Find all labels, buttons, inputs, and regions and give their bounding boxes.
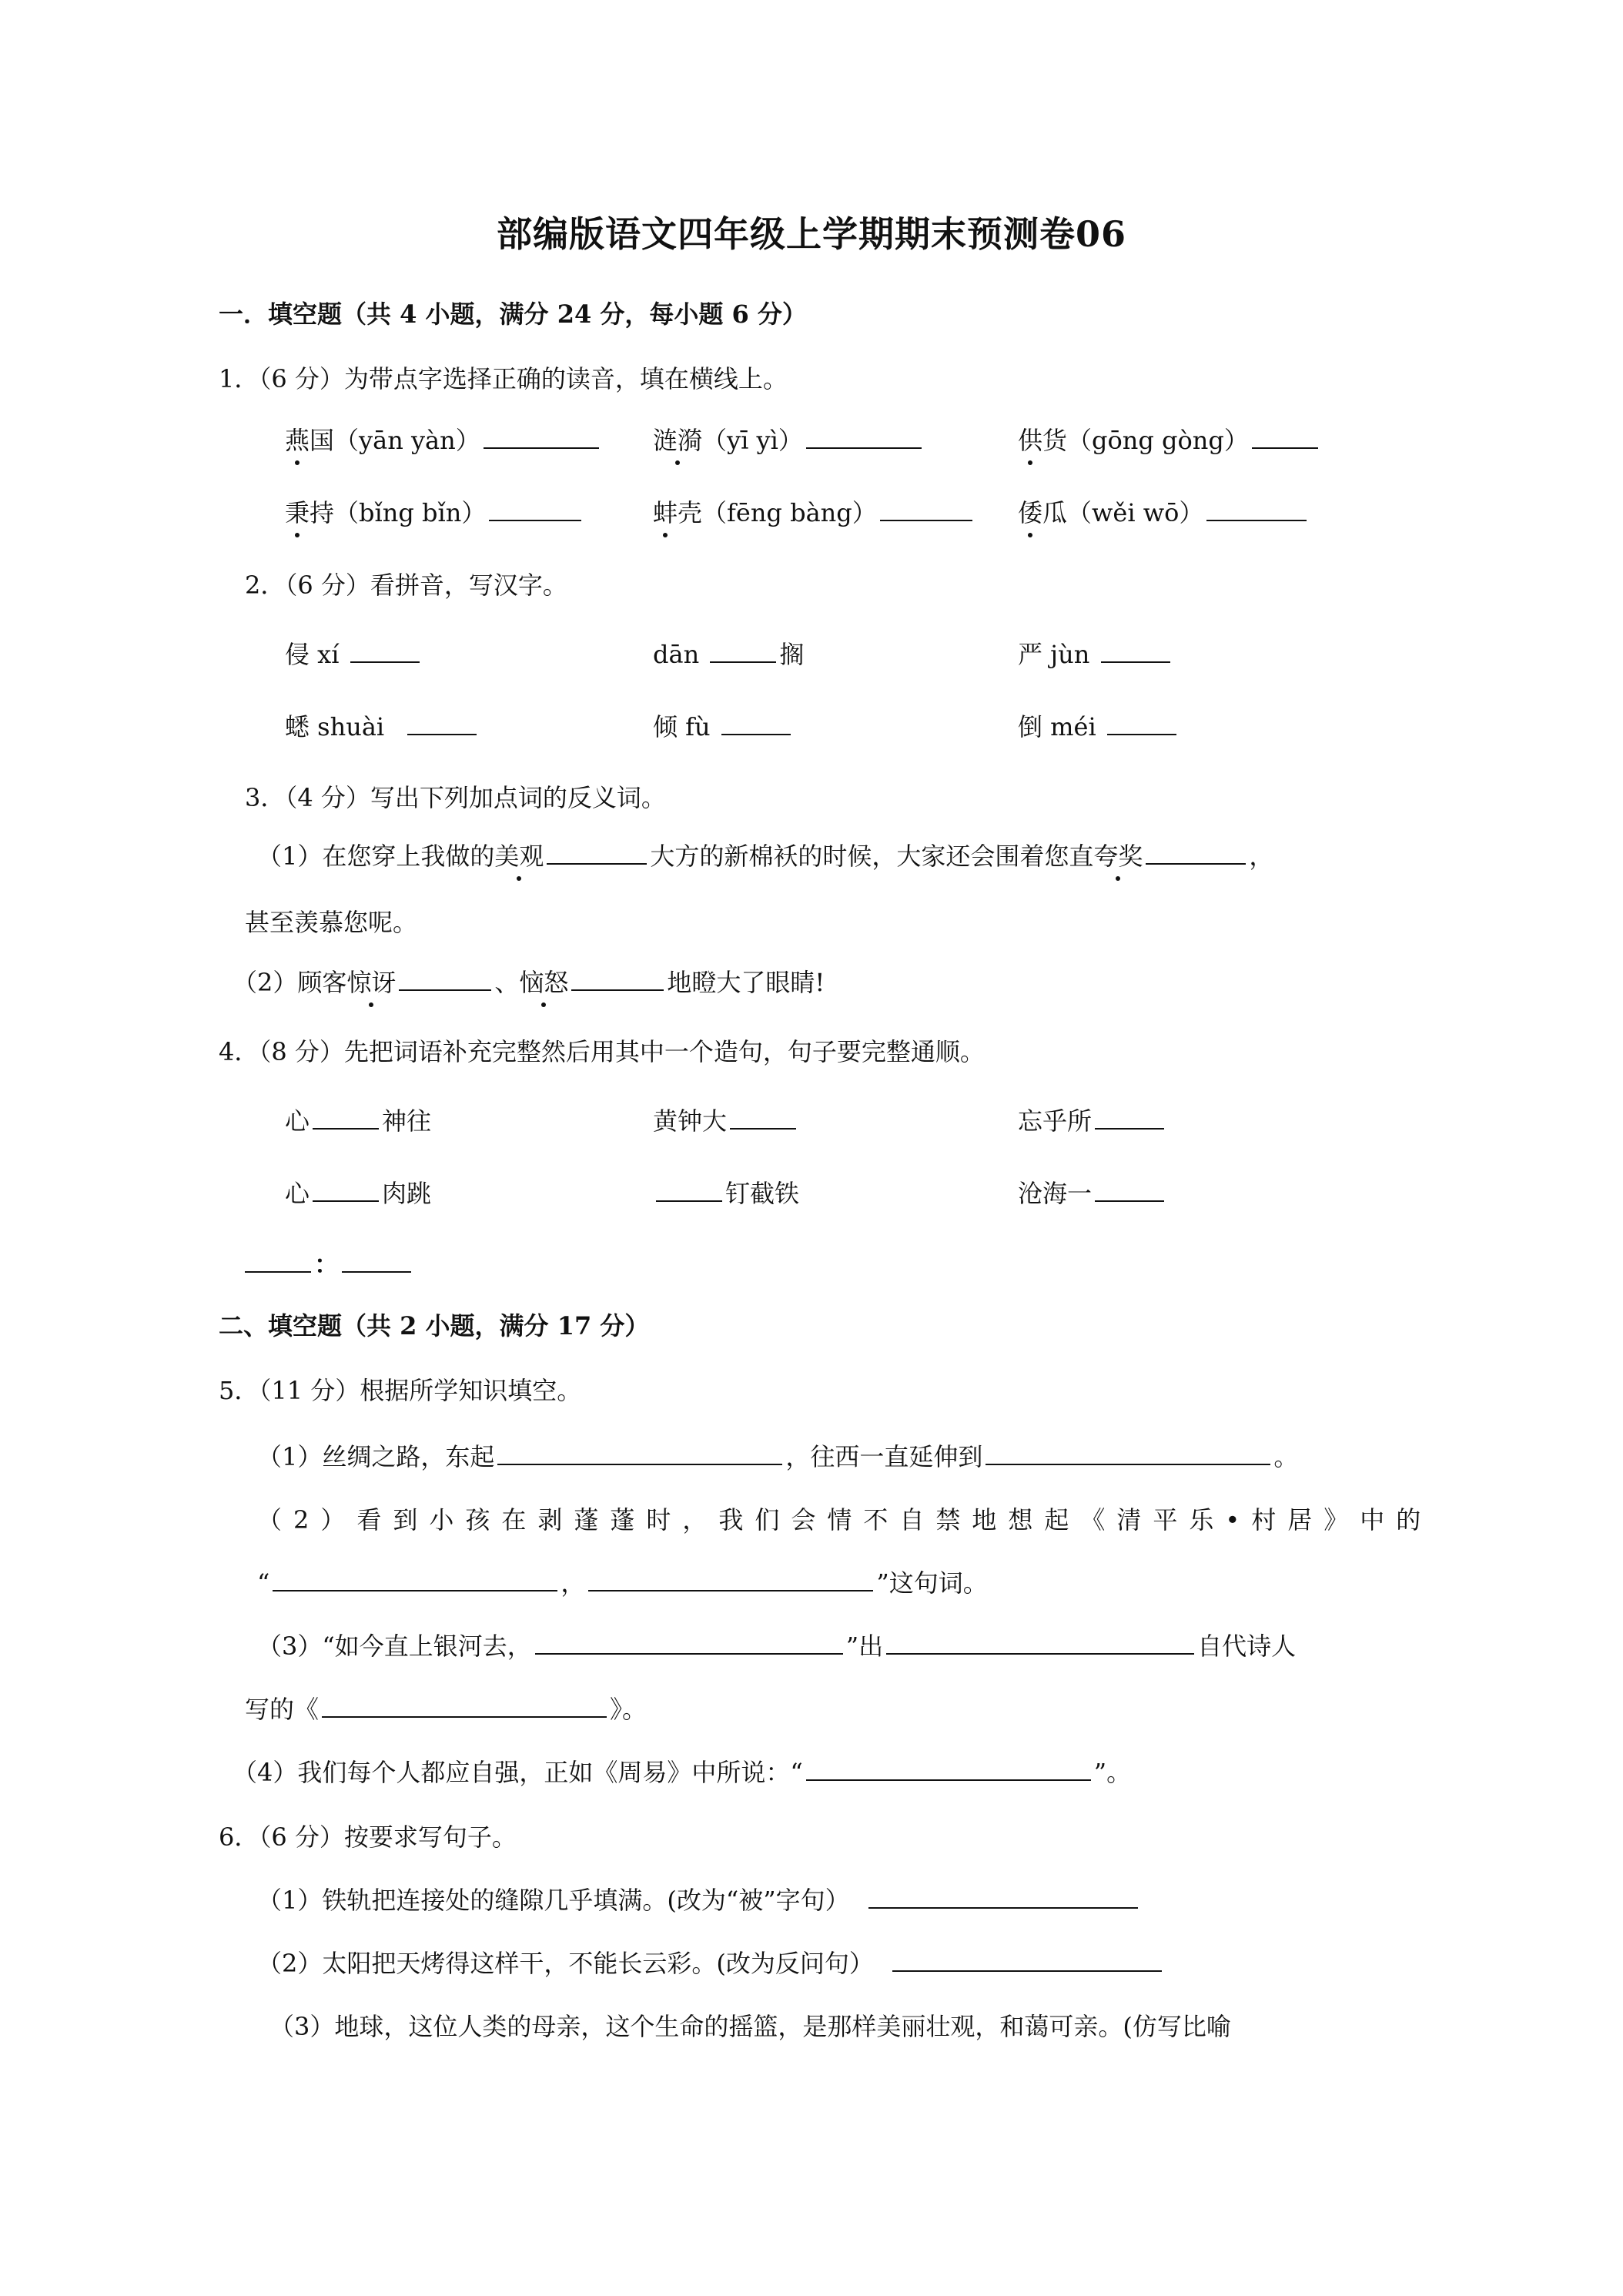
q1-item-3 xyxy=(1018,423,1321,457)
q1-item-3-pinyin: （gōng gòng） xyxy=(1067,426,1249,455)
answer-blank[interactable] xyxy=(273,1567,557,1591)
q5-p3-text-a: （3）“如今直上银河去， xyxy=(257,1632,532,1661)
q5-part2: （2）看到小孩在剥蓬蓬时，我们会情不自禁地想起《清平乐•村居》中的 xyxy=(257,1505,1433,1535)
q4-idiom-4-b: 肉跳 xyxy=(382,1179,432,1208)
q3-dotted-word-4: 恼怒 xyxy=(519,966,568,999)
q1-item-6-dotted: 倭 xyxy=(1018,496,1042,530)
answer-blank[interactable] xyxy=(313,1105,379,1130)
q1-item-1-dotted: 燕 xyxy=(285,423,310,457)
answer-blank[interactable] xyxy=(489,497,581,521)
q1-item-6-rest: 瓜 xyxy=(1042,498,1068,527)
answer-blank[interactable] xyxy=(892,1947,1162,1972)
answer-blank[interactable] xyxy=(313,1177,379,1202)
answer-blank[interactable] xyxy=(1252,424,1318,449)
q1-item-5-rest: 壳 xyxy=(678,498,703,527)
q2-item-3-label: 严 jùn xyxy=(1018,640,1090,669)
q5-part3-cont xyxy=(245,1692,647,1726)
q1-item-2-pinyin: （yī yì） xyxy=(702,426,803,455)
q2-item-5 xyxy=(653,710,794,744)
q2-item-6 xyxy=(1018,710,1180,744)
q2-stem: 2．（6 分）看拼音，写汉字。 xyxy=(245,571,567,600)
q4-idiom-4 xyxy=(285,1176,431,1210)
q5-p4-text-b: ”。 xyxy=(1093,1758,1132,1787)
q5-p3-text-b: ”出 xyxy=(845,1632,884,1661)
q1-item-6 xyxy=(1018,496,1310,530)
q1-item-6-pinyin: （wěi wō） xyxy=(1067,498,1204,527)
q1-item-4-rest: 持 xyxy=(310,498,335,527)
q4-colon: ： xyxy=(314,1250,340,1279)
q3-part1-cont: 甚至羡慕您呢。 xyxy=(245,908,418,937)
q4-idiom-2 xyxy=(653,1104,799,1138)
q3-p1-text-c: ， xyxy=(1249,842,1274,871)
q1-item-2 xyxy=(653,423,925,457)
q3-p2-text-b: 、 xyxy=(494,968,520,997)
q5-part3 xyxy=(257,1629,1296,1663)
q1-item-4 xyxy=(285,496,584,530)
q6-p2-text: （2）太阳把天烤得这样干，不能长云彩。(改为反问句） xyxy=(257,1949,874,1978)
q4-idiom-1-b: 神往 xyxy=(382,1106,432,1136)
q5-stem: 5．（11 分）根据所学知识填空。 xyxy=(219,1376,582,1405)
answer-blank[interactable] xyxy=(535,1630,843,1655)
answer-blank[interactable] xyxy=(656,1177,722,1202)
q4-idiom-6-a: 沧海一 xyxy=(1018,1179,1093,1208)
q3-dotted-word-1: 美观 xyxy=(494,839,544,873)
page-title: 部编版语文四年级上学期期末预测卷06 xyxy=(496,213,1126,255)
q2-item-2-suffix: 搁 xyxy=(779,640,805,669)
q1-item-3-dotted: 供 xyxy=(1018,423,1042,457)
answer-blank[interactable] xyxy=(399,966,491,991)
q3-dotted-word-3: 惊讶 xyxy=(346,966,396,999)
answer-blank[interactable] xyxy=(1107,711,1176,735)
q3-p1-text-a: （1）在您穿上我做的 xyxy=(257,842,495,871)
q6-part2 xyxy=(257,1946,1165,1980)
q4-idiom-6 xyxy=(1018,1176,1167,1210)
answer-blank[interactable] xyxy=(322,1693,607,1718)
q6-p1-text: （1）铁轨把连接处的缝隙几乎填满。(改为“被”字句） xyxy=(257,1886,850,1915)
q5-p1-text-c: 。 xyxy=(1273,1442,1299,1471)
q6-stem: 6．（6 分）按要求写句子。 xyxy=(219,1822,517,1852)
q5-p1-text-a: （1）丝绸之路，东起 xyxy=(257,1442,495,1471)
answer-blank[interactable] xyxy=(1206,497,1307,521)
q4-idiom-3 xyxy=(1018,1104,1167,1138)
answer-blank[interactable] xyxy=(880,497,972,521)
answer-blank[interactable] xyxy=(342,1248,411,1273)
q4-idiom-4-a: 心 xyxy=(285,1179,310,1208)
q5-p3-text-e: 》。 xyxy=(610,1695,648,1724)
q2-item-2-label: dān xyxy=(653,640,700,669)
q5-p4-text-a: （4）我们每个人都应自强，正如《周易》中所说：“ xyxy=(233,1758,803,1787)
section1-heading: 一．填空题（共 4 小题，满分 24 分，每小题 6 分） xyxy=(219,300,807,329)
section2-heading: 二、填空题（共 2 小题，满分 17 分） xyxy=(219,1311,650,1340)
answer-blank[interactable] xyxy=(484,424,599,449)
q2-item-6-label: 倒 méi xyxy=(1018,712,1096,741)
answer-blank[interactable] xyxy=(547,840,647,865)
q5-p3-text-c: 自代诗人 xyxy=(1197,1632,1297,1661)
answer-blank[interactable] xyxy=(407,711,477,735)
q1-item-2-word: 涟漪 xyxy=(653,423,702,457)
answer-blank[interactable] xyxy=(806,424,922,449)
q1-item-5-dotted: 蚌 xyxy=(653,496,678,530)
q6-part1 xyxy=(257,1883,1141,1917)
q3-part2 xyxy=(233,966,825,999)
q4-idiom-1 xyxy=(285,1104,431,1138)
q5-p2-open-quote: “ xyxy=(257,1568,270,1598)
answer-blank[interactable] xyxy=(886,1630,1194,1655)
q5-p2-text-d: ”这句词。 xyxy=(876,1568,988,1598)
answer-blank[interactable] xyxy=(1146,840,1246,865)
q5-part4 xyxy=(233,1755,1131,1789)
q2-item-2 xyxy=(653,638,804,671)
q3-part1 xyxy=(257,839,1273,873)
answer-blank[interactable] xyxy=(588,1567,873,1591)
answer-blank[interactable] xyxy=(868,1884,1138,1909)
q1-item-1-rest: 国 xyxy=(310,426,335,455)
q5-part1 xyxy=(257,1440,1298,1474)
q4-idiom-3-a: 忘乎所 xyxy=(1018,1106,1093,1136)
answer-blank[interactable] xyxy=(571,966,664,991)
q4-sentence-line xyxy=(245,1247,414,1281)
q6-part3: （3）地球，这位人类的母亲，这个生命的摇篮，是那样美丽壮观，和蔼可亲。(仿写比喻 xyxy=(269,2012,1231,2041)
answer-blank[interactable] xyxy=(710,638,776,663)
q3-stem: 3．（4 分）写出下列加点词的反义词。 xyxy=(245,783,666,812)
answer-blank[interactable] xyxy=(497,1441,782,1465)
answer-blank[interactable] xyxy=(1095,1177,1164,1202)
answer-blank[interactable] xyxy=(1095,1105,1164,1130)
q1-item-4-dotted: 秉 xyxy=(285,496,310,530)
q4-idiom-2-a: 黄钟大 xyxy=(653,1106,728,1136)
answer-blank[interactable] xyxy=(730,1105,796,1130)
q1-item-4-pinyin: （bǐng bǐn） xyxy=(334,498,487,527)
q1-stem: 1．（6 分）为带点字选择正确的读音，填在横线上。 xyxy=(219,364,788,393)
q4-idiom-5-b: 钉截铁 xyxy=(725,1179,800,1208)
q2-item-4 xyxy=(285,710,480,744)
q5-p3-text-d: 写的《 xyxy=(245,1695,320,1724)
q5-p2-comma: ， xyxy=(561,1568,586,1598)
q3-dotted-word-2: 夸奖 xyxy=(1093,839,1143,873)
q1-item-1-pinyin: （yān yàn） xyxy=(334,426,480,455)
q1-item-1 xyxy=(285,423,602,457)
q3-p1-text-b: 大方的新棉袄的时候，大家还会围着您直 xyxy=(650,842,1094,871)
answer-blank[interactable] xyxy=(721,711,791,735)
q2-item-5-label: 倾 fù xyxy=(653,712,711,741)
answer-blank[interactable] xyxy=(986,1441,1270,1465)
q2-item-1 xyxy=(285,638,423,671)
q1-item-5-pinyin: （fēng bàng） xyxy=(702,498,877,527)
answer-blank[interactable] xyxy=(350,638,420,663)
q4-idiom-5 xyxy=(653,1176,799,1210)
answer-blank[interactable] xyxy=(1101,638,1170,663)
q4-stem: 4．（8 分）先把词语补充完整然后用其中一个造句，句子要完整通顺。 xyxy=(219,1037,985,1066)
q1-item-5 xyxy=(653,496,975,530)
q2-item-1-label: 侵 xí xyxy=(285,640,340,669)
q2-item-4-label: 蟋 shuài xyxy=(285,712,385,741)
answer-blank[interactable] xyxy=(245,1248,311,1273)
q4-idiom-1-a: 心 xyxy=(285,1106,310,1136)
q5-p1-text-b: ，往西一直延伸到 xyxy=(785,1442,983,1471)
q3-p2-text-c: 地瞪大了眼睛! xyxy=(667,968,825,997)
q2-item-3 xyxy=(1018,638,1173,671)
answer-blank[interactable] xyxy=(806,1756,1091,1781)
q1-item-3-rest: 货 xyxy=(1042,426,1068,455)
q3-p2-text-a: （2）顾客 xyxy=(233,968,347,997)
q5-part2-cont xyxy=(257,1566,988,1600)
